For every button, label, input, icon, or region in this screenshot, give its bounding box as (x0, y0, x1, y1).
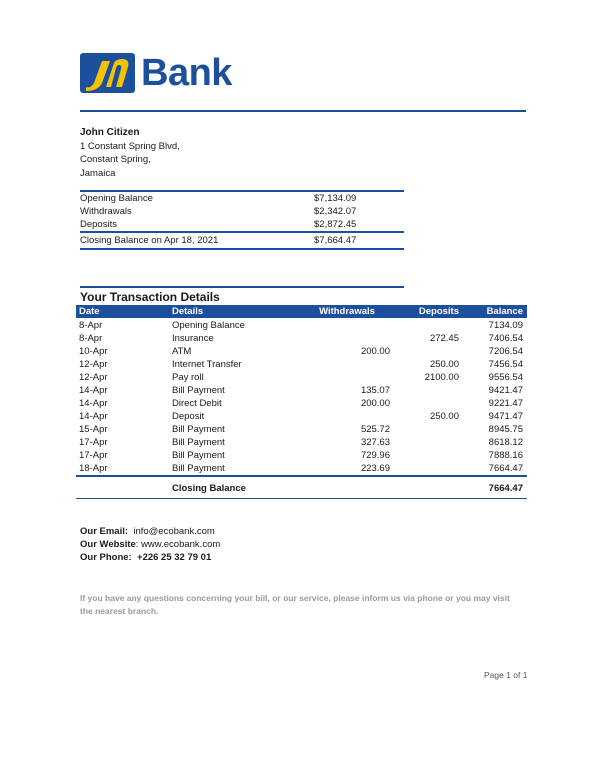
closing-balance-value: 7664.47 (488, 483, 523, 494)
table-row (76, 397, 527, 410)
cell-date: 17-Apr (79, 450, 108, 461)
cell-details: Pay roll (172, 372, 204, 383)
cell-balance: 7206.54 (488, 346, 523, 357)
summary-value: $2,342.07 (314, 206, 357, 217)
summary-closing-row (80, 234, 404, 247)
customer-address (80, 126, 180, 180)
summary-value: $7,134.09 (314, 193, 357, 204)
phone-number: +226 25 32 79 01 (137, 552, 212, 563)
summary-withdrawals-row (80, 205, 404, 218)
header-divider (80, 110, 526, 112)
column-details: Details (172, 306, 204, 317)
email-link[interactable]: info@ecobank.com (133, 526, 215, 537)
summary-label: Closing Balance on Apr 18, 2021 (80, 235, 219, 246)
cell-date: 15-Apr (79, 424, 108, 435)
cell-withdrawal: 223.69 (360, 463, 390, 474)
closing-balance-row (76, 482, 527, 495)
summary-deposits-row (80, 218, 404, 231)
address-line: Constant Spring, (80, 154, 151, 165)
cell-details: Bill Payment (172, 385, 225, 396)
cell-date: 14-Apr (79, 385, 108, 396)
cell-details: Opening Balance (172, 320, 245, 331)
bank-logo-mark (80, 53, 135, 93)
cell-withdrawal: 200.00 (360, 398, 390, 409)
bank-logo-text: Bank (141, 52, 232, 94)
customer-name: John Citizen (80, 127, 140, 138)
column-date: Date (79, 306, 100, 317)
cell-deposit: 250.00 (429, 359, 459, 370)
cell-balance: 8945.75 (488, 424, 523, 435)
cell-details: Bill Payment (172, 424, 225, 435)
table-row (76, 371, 527, 384)
cell-withdrawal: 327.63 (360, 437, 390, 448)
cell-date: 14-Apr (79, 398, 108, 409)
table-row (76, 436, 527, 449)
column-withdrawals: Withdrawals (319, 306, 375, 317)
table-row (76, 449, 527, 462)
column-balance: Balance (486, 306, 523, 317)
transactions-title: Your Transaction Details (80, 290, 220, 304)
cell-balance: 9471.47 (488, 411, 523, 422)
transactions-header (76, 305, 527, 318)
website-label: Our Website (80, 539, 136, 550)
summary-value: $7,664.47 (314, 235, 357, 246)
cell-details: Bill Payment (172, 437, 225, 448)
cell-details: Bill Payment (172, 450, 225, 461)
cell-withdrawal: 200.00 (360, 346, 390, 357)
table-row (76, 462, 527, 475)
support-note: If you have any questions concerning your bill, or our service, please inform us via phone or you may visit the nearest branch. (80, 593, 510, 616)
cell-date: 12-Apr (79, 359, 108, 370)
cell-balance: 7664.47 (488, 463, 523, 474)
table-row (76, 410, 527, 423)
cell-balance: 8618.12 (488, 437, 523, 448)
table-row (76, 319, 527, 332)
cell-date: 17-Apr (79, 437, 108, 448)
summary-label: Deposits (80, 219, 117, 230)
cell-balance: 7456.54 (488, 359, 523, 370)
cell-details: Bill Payment (172, 463, 225, 474)
cell-date: 14-Apr (79, 411, 108, 422)
cell-date: 8-Apr (79, 320, 103, 331)
summary-label: Withdrawals (80, 206, 132, 217)
phone-label: Our Phone: (80, 552, 132, 563)
cell-deposit: 250.00 (429, 411, 459, 422)
table-row (76, 332, 527, 345)
cell-balance: 7406.54 (488, 333, 523, 344)
column-deposits: Deposits (418, 306, 459, 317)
cell-date: 18-Apr (79, 463, 108, 474)
table-row (76, 345, 527, 358)
cell-balance: 9421.47 (488, 385, 523, 396)
closing-balance-label: Closing Balance (172, 483, 246, 494)
contact-website: Our Website: www.ecobank.com (80, 539, 221, 550)
cell-details: Insurance (172, 333, 214, 344)
cell-balance: 7134.09 (488, 320, 523, 331)
cell-balance: 9556.54 (488, 372, 523, 383)
transactions-title-rule (80, 286, 404, 288)
table-row (76, 384, 527, 397)
table-row (76, 423, 527, 436)
cell-deposit: 272.45 (429, 333, 459, 344)
cell-details: ATM (172, 346, 192, 357)
cell-withdrawal: 135.07 (360, 385, 390, 396)
table-bottom-rule (76, 475, 527, 477)
cell-date: 10-Apr (79, 346, 108, 357)
contact-email (80, 525, 215, 538)
closing-rule (76, 498, 527, 499)
address-line: 1 Constant Spring Blvd, (80, 140, 180, 152)
summary-label: Opening Balance (80, 193, 153, 204)
cell-date: 8-Apr (79, 333, 103, 344)
address-line: Jamaica (80, 167, 116, 179)
cell-details: Internet Transfer (172, 359, 242, 370)
cell-details: Direct Debit (172, 398, 222, 409)
table-row (76, 358, 527, 371)
cell-withdrawal: 525.72 (360, 424, 390, 435)
contact-phone (80, 551, 211, 564)
cell-balance: 9221.47 (488, 398, 523, 409)
cell-balance: 7888.16 (488, 450, 523, 461)
email-label: Our Email: (80, 526, 129, 537)
cell-deposit: 2100.00 (424, 372, 459, 383)
summary-opening-row (80, 192, 404, 205)
cell-withdrawal: 729.96 (360, 450, 390, 461)
transactions-table (76, 319, 527, 475)
summary-value: $2,872.45 (314, 219, 357, 230)
summary-mid-rule (80, 231, 404, 233)
summary-bottom-rule (80, 248, 404, 250)
website-link[interactable]: www.ecobank.com (141, 539, 221, 550)
cell-date: 12-Apr (79, 372, 108, 383)
cell-details: Deposit (172, 411, 205, 422)
page-number: Page 1 of 1 (484, 670, 528, 680)
